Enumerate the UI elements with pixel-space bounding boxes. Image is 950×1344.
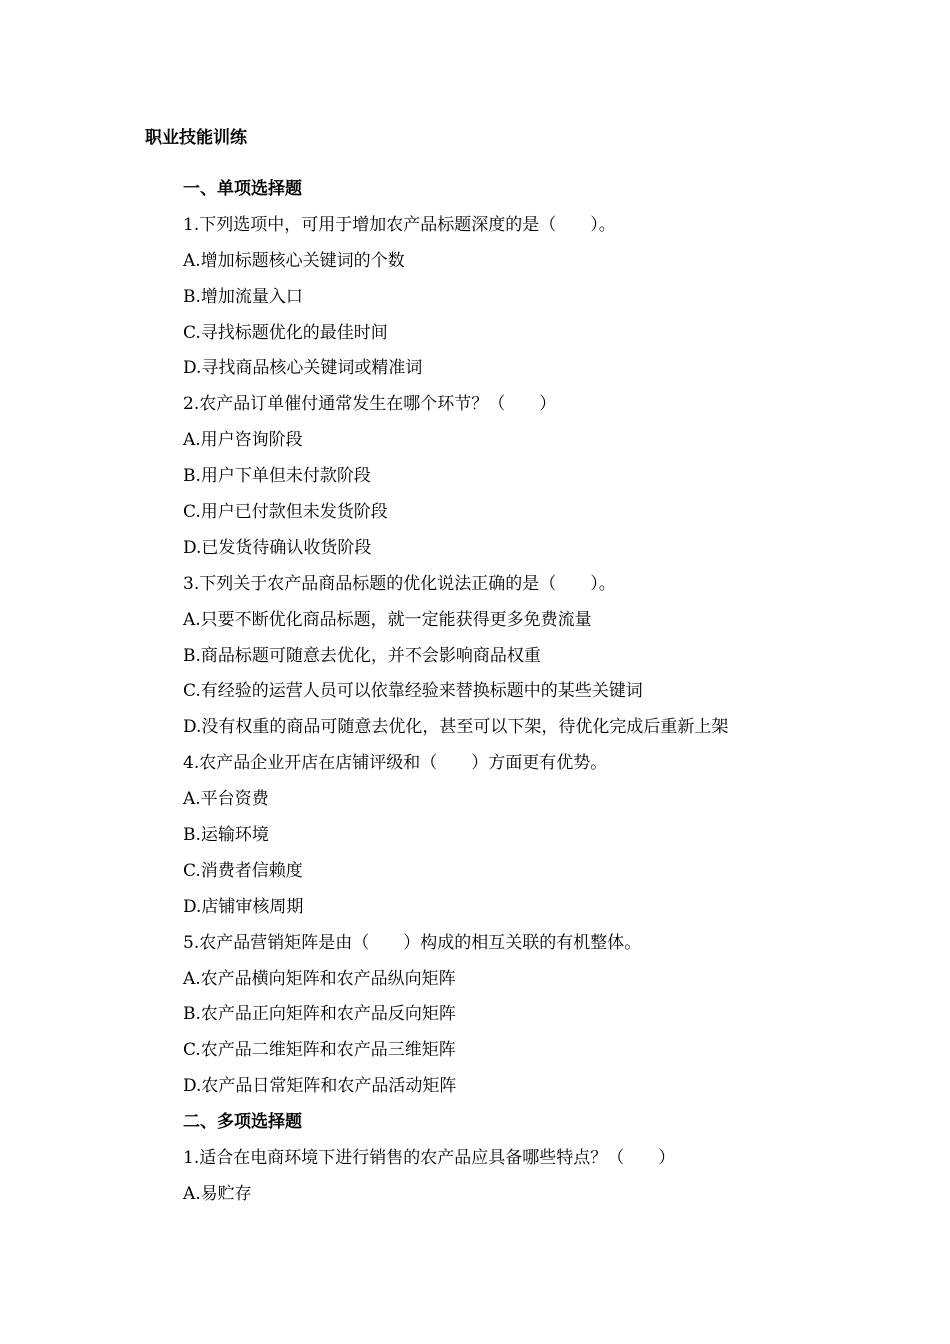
option-d: D.农产品日常矩阵和农产品活动矩阵 (183, 1076, 457, 1097)
option-b: B.增加流量入口 (183, 286, 303, 307)
option-a: A.增加标题核心关键词的个数 (183, 250, 405, 271)
question-stem: 1.下列选项中，可用于增加农产品标题深度的是（ ）。 (183, 214, 616, 235)
section-heading-multiple-choice: 二、多项选择题 (183, 1112, 302, 1133)
question-block (183, 208, 923, 387)
option-b: B.运输环境 (183, 825, 269, 846)
exercise-content (183, 172, 923, 1213)
option-c: C.有经验的运营人员可以依靠经验来替换标题中的某些关键词 (183, 681, 643, 702)
option-d: D.没有权重的商品可随意去优化，甚至可以下架，待优化完成后重新上架 (183, 717, 729, 738)
question-block (183, 1141, 923, 1213)
option-a: A.用户咨询阶段 (183, 430, 303, 451)
question-stem: 1.适合在电商环境下进行销售的农产品应具备哪些特点？（ ） (183, 1148, 676, 1169)
question-block (183, 567, 923, 746)
question-block (183, 746, 923, 925)
question-stem: 3.下列关于农产品商品标题的优化说法正确的是（ ）。 (183, 573, 616, 594)
question-stem: 2.农产品订单催付通常发生在哪个环节？（ ） (183, 394, 557, 415)
option-b: B.农产品正向矩阵和农产品反向矩阵 (183, 1004, 456, 1025)
option-a: A.平台资费 (183, 789, 269, 810)
document-title: 职业技能训练 (145, 128, 247, 148)
option-c: C.用户已付款但未发货阶段 (183, 502, 388, 523)
option-d: D.已发货待确认收货阶段 (183, 537, 372, 558)
option-b: B.用户下单但未付款阶段 (183, 466, 371, 487)
option-c: C.农产品二维矩阵和农产品三维矩阵 (183, 1040, 456, 1061)
option-a: A.只要不断优化商品标题，就一定能获得更多免费流量 (183, 609, 592, 630)
section-heading-single-choice: 一、单项选择题 (183, 179, 302, 199)
question-block (183, 926, 923, 1105)
option-d: D.店铺审核周期 (183, 896, 304, 917)
option-d: D.寻找商品核心关键词或精准词 (183, 358, 423, 379)
question-block (183, 387, 923, 566)
option-a: A.农产品横向矩阵和农产品纵向矩阵 (183, 968, 456, 989)
question-stem: 4.农产品企业开店在店铺评级和（ ）方面更有优势。 (183, 753, 608, 774)
option-c: C.寻找标题优化的最佳时间 (183, 322, 388, 343)
option-c: C.消费者信赖度 (183, 860, 303, 881)
question-stem: 5.农产品营销矩阵是由（ ）构成的相互关联的有机整体。 (183, 932, 642, 953)
option-a: A.易贮存 (183, 1183, 252, 1204)
option-b: B.商品标题可随意去优化，并不会影响商品权重 (183, 645, 541, 666)
